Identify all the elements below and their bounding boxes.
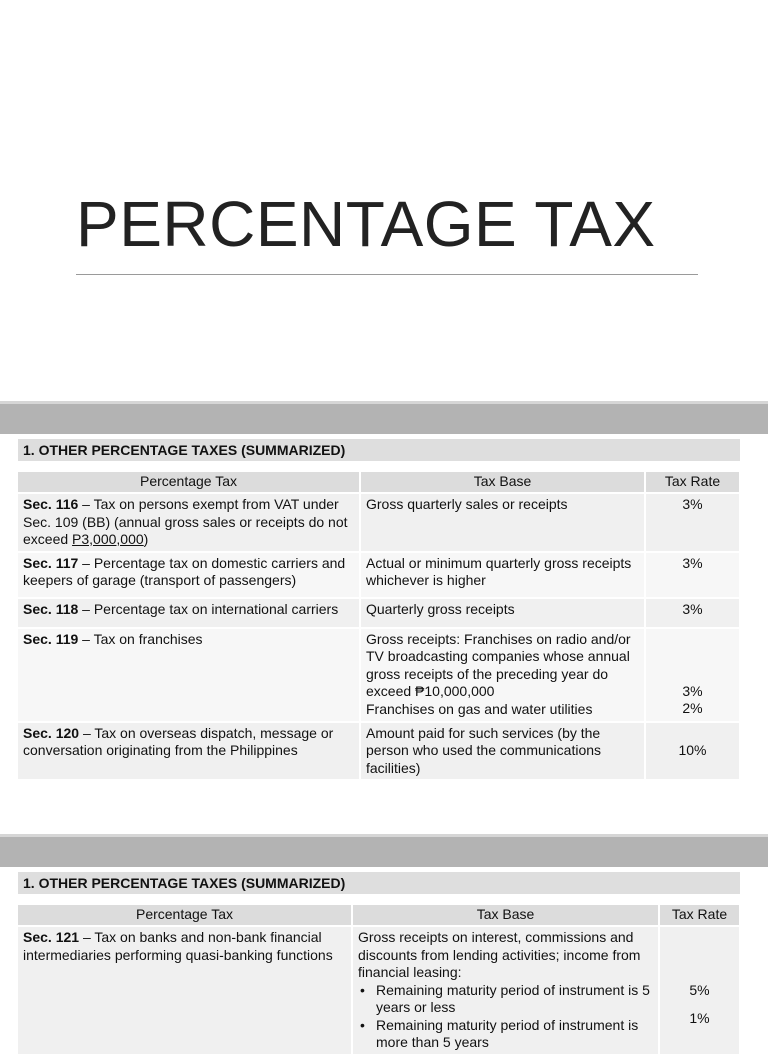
tax-description: – Percentage tax on domestic carriers and keepers of garage (transport of passengers) bbox=[23, 554, 346, 588]
section-number: Sec. 118 bbox=[23, 600, 79, 617]
percentage-tax-cell bbox=[18, 926, 352, 1055]
column-header-tax-base: Tax Base bbox=[352, 905, 659, 926]
tax-description: – Tax on banks and non-bank financial intermediaries performing quasi-banking functions bbox=[23, 929, 333, 963]
bullet-item: • Remaining maturity period of instrument is more than 5 years bbox=[376, 1017, 653, 1052]
tax-rate-value: 10% bbox=[678, 742, 707, 758]
tax-description: – Tax on overseas dispatch, message or conversation originating from the Philippines bbox=[23, 724, 334, 758]
section-number: Sec. 121 bbox=[23, 929, 80, 945]
section-number: Sec. 117 bbox=[23, 554, 79, 571]
tax-description: – Percentage tax on international carriers bbox=[78, 600, 339, 617]
column-header-tax-base: Tax Base bbox=[360, 472, 645, 493]
tax-base-cell: Quarterly gross receipts bbox=[360, 598, 645, 628]
bullet-list bbox=[358, 982, 653, 1052]
tax-base-cell: Gross quarterly sales or receipts bbox=[360, 493, 645, 552]
percentage-tax-cell bbox=[18, 722, 360, 781]
column-header-percentage-tax: Percentage Tax bbox=[18, 472, 360, 493]
tax-rate-cell bbox=[645, 628, 740, 722]
tax-description-end: ) bbox=[143, 531, 149, 547]
page-title: PERCENTAGE TAX bbox=[76, 188, 656, 260]
table-header-row bbox=[18, 472, 740, 493]
percentage-tax-cell bbox=[18, 493, 360, 552]
tax-rate-cell: 3% bbox=[645, 493, 740, 552]
title-slide bbox=[0, 0, 768, 400]
percentage-tax-cell bbox=[18, 552, 360, 598]
tax-rate-value: 3% bbox=[682, 682, 703, 699]
percentage-tax-cell bbox=[18, 628, 360, 722]
column-header-percentage-tax: Percentage Tax bbox=[18, 905, 352, 926]
section-number: Sec. 120 bbox=[23, 724, 80, 741]
tax-rate-cell: 3% bbox=[645, 598, 740, 628]
tax-description: – Tax on persons exempt from VAT under Sec. 109 (BB) (annual gross sales or receipts do not exceed bbox=[23, 496, 348, 547]
tax-base-cell: Actual or minimum quarterly gross receipts whichever is higher bbox=[360, 552, 645, 598]
table-row bbox=[18, 722, 740, 781]
percentage-tax-table bbox=[18, 905, 741, 1056]
table-row bbox=[18, 598, 740, 628]
section-title: 1. OTHER PERCENTAGE TAXES (SUMMARIZED) bbox=[18, 872, 740, 894]
tax-base-cell bbox=[352, 926, 659, 1055]
section-number: Sec. 119 bbox=[23, 630, 79, 647]
table-row bbox=[18, 493, 740, 552]
tax-rate-value: 1% bbox=[689, 1009, 710, 1026]
tax-base-intro: Gross receipts on interest, commissions and discounts from lending activities; income from financial leasing: bbox=[358, 929, 641, 980]
bullet-item: • Remaining maturity period of instrument is 5 years or less bbox=[376, 982, 653, 1017]
slide-header-band bbox=[0, 834, 768, 867]
section-title: 1. OTHER PERCENTAGE TAXES (SUMMARIZED) bbox=[18, 439, 740, 461]
title-underline bbox=[76, 274, 698, 275]
table-row bbox=[18, 552, 740, 598]
percentage-tax-cell bbox=[18, 598, 360, 628]
table-row bbox=[18, 628, 740, 722]
tax-rate-cell: 3% bbox=[645, 552, 740, 598]
percentage-tax-table bbox=[18, 472, 741, 781]
column-header-tax-rate: Tax Rate bbox=[645, 472, 740, 493]
tax-rate-value: 5% bbox=[689, 982, 710, 998]
tax-description: – Tax on franchises bbox=[78, 630, 203, 647]
table-header-row bbox=[18, 905, 740, 926]
tax-base-cell: Amount paid for such services (by the person who used the communications facilities) bbox=[360, 722, 645, 781]
column-header-tax-rate: Tax Rate bbox=[659, 905, 740, 926]
threshold-amount: P3,000,000 bbox=[72, 531, 144, 547]
section-number: Sec. 116 bbox=[23, 496, 79, 512]
tax-rate-cell bbox=[645, 722, 740, 781]
tax-rate-value: 2% bbox=[682, 700, 703, 716]
table-row bbox=[18, 926, 740, 1055]
slide-header-band bbox=[0, 401, 768, 434]
tax-base-line: Gross receipts: Franchises on radio and/or TV broadcasting companies whose annual gross receipts of the preceding year do exceed ₱10,000,000 bbox=[366, 630, 631, 699]
tax-base-cell bbox=[360, 628, 645, 722]
tax-rate-cell bbox=[659, 926, 740, 1055]
tax-base-line: Franchises on gas and water utilities bbox=[366, 700, 593, 717]
